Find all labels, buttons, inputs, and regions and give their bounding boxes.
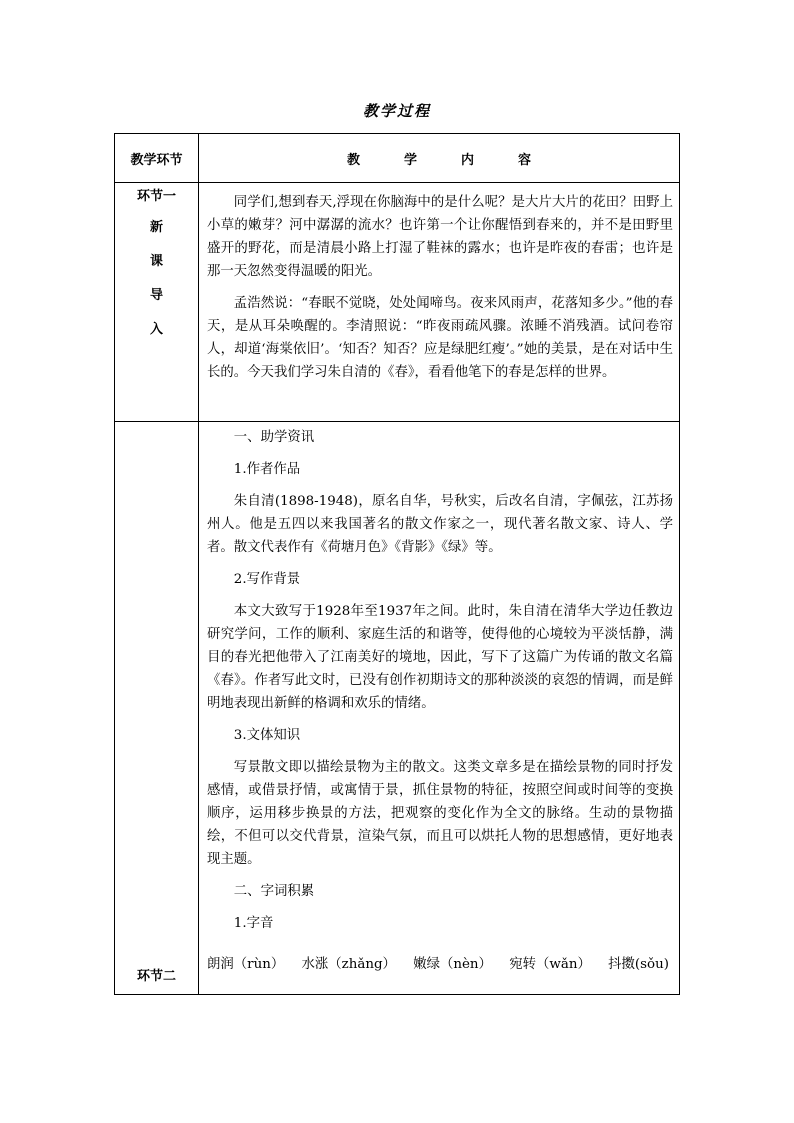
pinyin-item: 水涨（zhǎng） xyxy=(301,957,396,972)
section2-content xyxy=(199,422,680,995)
section1-label xyxy=(115,183,199,422)
header-char: 容 xyxy=(518,152,532,168)
subheading-background: 2.写作背景 xyxy=(233,572,301,587)
header-char: 内 xyxy=(461,152,475,168)
header-char: 学 xyxy=(403,152,417,168)
paragraph-author: 朱自清(1898-1948)，原名自华，号秋实，后改名自清，字佩弦，江苏扬州人。他是五四以来我国著名的散文作家之一，现代著名散文家、诗人、学者。散文代表作有《荷塘月色》《背影》《绿》等。 xyxy=(207,494,673,555)
section1-row xyxy=(115,183,680,422)
header-char: 教 xyxy=(346,152,360,168)
section2-tag: 环节二 xyxy=(136,969,176,984)
section1-char: 入 xyxy=(149,322,163,337)
section1-char: 导 xyxy=(149,288,163,303)
pinyin-item: 朗润（rùn） xyxy=(207,957,285,972)
heading-study-info: 一、助学资讯 xyxy=(233,430,315,445)
paragraph-genre: 写景散文即以描绘景物为主的散文。这类文章多是在描绘景物的同时抒发感情，或借景抒情，或寓情于景，抓住景物的特征，按照空间或时间等的变换顺序，运用移步换景的方法，把观察的变化作为全文的脉络。生动的景物描绘，不但可以交代背景，渲染气氛，而且可以烘托人物的思想感情，更好地表现主题。 xyxy=(207,760,673,867)
section2-label xyxy=(115,422,199,995)
intro-paragraph: 同学们,想到春天,浮现在你脑海中的是什么呢？是大片大片的花田？田野上小草的嫩芽？河中潺潺的流水？也许第一个让你醒悟到春来的，并不是田野里盛开的野花，而是清晨小路上打湿了鞋袜的露水；也许是昨夜的春雷；也许是那一天忽然变得温暖的阳光。 xyxy=(207,195,673,279)
subheading-author: 1.作者作品 xyxy=(233,462,301,477)
header-content xyxy=(199,134,680,183)
pinyin-item: 嫩绿（nèn） xyxy=(413,957,492,972)
pinyin-item: 宛转（wǎn） xyxy=(509,957,591,972)
section2-row xyxy=(115,422,680,995)
subheading-genre: 3.文体知识 xyxy=(233,728,301,743)
heading-vocabulary: 二、字词积累 xyxy=(233,884,315,899)
subheading-pronunciation: 1.字音 xyxy=(233,916,274,931)
paragraph-background: 本文大致写于1928年至1937年之间。此时，朱自清在清华大学边任教边研究学问，工作的顺利、家庭生活的和谐等，使得他的心境较为平淡恬静，满目的春光把他带入了江南美好的境地，因此，写下了这篇广为传诵的散文名篇《春》。作者写此文时，已没有创作初期诗文的那种淡淡的哀怨的情调，而是鲜明地表现出新鲜的格调和欢乐的情绪。 xyxy=(207,604,673,711)
pinyin-list xyxy=(207,953,673,976)
section1-char: 课 xyxy=(149,254,163,269)
section1-tag: 环节一 xyxy=(136,189,176,204)
page-title: 教学过程 xyxy=(362,102,431,120)
section1-content xyxy=(199,183,680,422)
header-stage: 教学环节 xyxy=(115,134,199,183)
intro-paragraph: 孟浩然说：“春眠不觉晓，处处闻啼鸟。夜来风雨声，花落知多少。”他的春天，是从耳朵唤醒的。李清照说：“昨夜雨疏风骤。浓睡不消残酒。试问卷帘人，却道‘海棠依旧’。‘知否？知否？应是绿肥红瘦’。”她的美景，是在对话中生长的。今天我们学习朱自清的《春》，看看他笔下的春是怎样的世界。 xyxy=(207,296,673,380)
table-header-row xyxy=(115,134,680,183)
pinyin-item: 抖擞(sǒu) xyxy=(608,957,669,972)
lesson-table xyxy=(114,133,680,995)
section1-char: 新 xyxy=(149,220,163,235)
